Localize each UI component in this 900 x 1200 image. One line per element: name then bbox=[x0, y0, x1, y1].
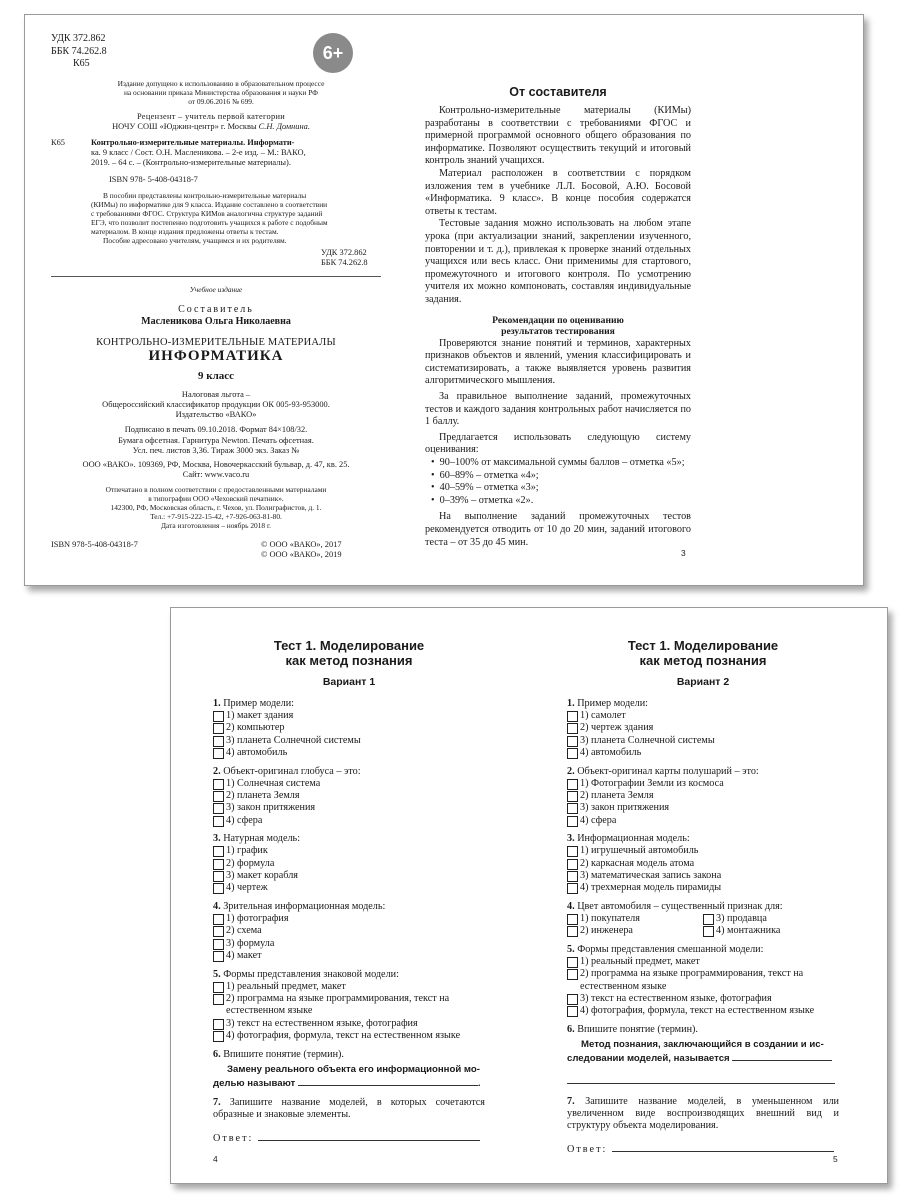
answer-option[interactable]: 3) формула bbox=[213, 938, 485, 950]
answer-option[interactable]: 3) текст на естественном языке, фотография bbox=[567, 993, 839, 1005]
checkbox[interactable] bbox=[567, 883, 578, 894]
list-item: • 40–59% – отметка «3»; bbox=[431, 482, 539, 494]
answer-option[interactable]: 2) каркасная модель атома bbox=[567, 858, 839, 870]
answer-option[interactable]: 4) сфера bbox=[213, 815, 485, 827]
grade-label: 9 класс bbox=[197, 369, 235, 382]
answer-option[interactable]: 1) Фотографии Земли из космоса bbox=[567, 778, 839, 790]
answer-option[interactable]: 2) схема bbox=[213, 925, 485, 937]
checkbox[interactable] bbox=[213, 711, 224, 722]
checkbox[interactable] bbox=[213, 748, 224, 759]
checkbox[interactable] bbox=[567, 803, 578, 814]
question-5: 5. Формы представления смешанной модели: 1) реальный предмет, макет 2) программа на языке программирования, текст на естественном языке 3) текст на естественном языке, фотография 4) фотография, формула, текст на естественном языке bbox=[567, 944, 839, 1018]
test-variant-2 bbox=[567, 638, 839, 1156]
answer-option[interactable]: 3) текст на естественном языке, фотография bbox=[213, 1018, 485, 1030]
answer-option[interactable]: 2) чертеж здания bbox=[567, 722, 839, 734]
code-top: К65 bbox=[73, 58, 90, 69]
answer-option[interactable]: 1) Солнечная система bbox=[213, 778, 485, 790]
answer-option[interactable]: 3) закон притяжения bbox=[567, 802, 839, 814]
answer-blank[interactable] bbox=[298, 1076, 478, 1086]
answer-line[interactable] bbox=[612, 1142, 834, 1152]
checkbox[interactable] bbox=[567, 791, 578, 802]
approval-note: Издание допущено к использованию в образовательном процессе на основании приказа Министерства образования и науки РФ от 09.06.2016 № 699. bbox=[117, 78, 325, 106]
book-spread-pages-2-3 bbox=[24, 14, 864, 586]
question-2: 2. Объект-оригинал глобуса – это: 1) Солнечная система 2) планета Земля 3) закон притяжения 4) сфера bbox=[213, 766, 485, 828]
test-title: Тест 1. Моделирование как метод познания bbox=[273, 638, 425, 668]
checkbox[interactable] bbox=[213, 883, 224, 894]
answer-option[interactable]: 3) планета Солнечной системы bbox=[567, 735, 839, 747]
question-2: 2. Объект-оригинал карты полушарий – это: 1) Фотографии Земли из космоса 2) планета Земля 3) закон притяжения 4) сфера bbox=[567, 766, 839, 828]
k65-code: К65 bbox=[51, 137, 65, 147]
checkbox[interactable] bbox=[567, 957, 578, 968]
page-number-3: 3 bbox=[681, 548, 686, 558]
question-1: 1. Пример модели: 1) самолет 2) чертеж здания 3) планета Солнечной системы 4) автомобиль bbox=[567, 698, 839, 760]
answer-label: Ответ: bbox=[567, 1143, 608, 1155]
checkbox[interactable] bbox=[567, 711, 578, 722]
reviewer: Рецензент – учитель первой категории НОЧУ СОШ «Юджин-центр» г. Москвы С.Н. Домнина. bbox=[112, 111, 310, 131]
test-variant-1 bbox=[213, 638, 485, 1145]
question-6: 6. Впишите понятие (термин). Метод познания, заключающийся в создании и ис- следовании моделей, называется bbox=[567, 1024, 839, 1089]
edition-type: Учебное издание bbox=[189, 284, 243, 294]
answer-blank[interactable] bbox=[732, 1051, 832, 1061]
isbn-bottom: ISBN 978-5-408-04318-7 bbox=[51, 540, 138, 550]
list-item: • 90–100% от максимальной суммы баллов – отметка «5»; bbox=[431, 457, 685, 469]
answer-option[interactable]: 4) макет bbox=[213, 950, 485, 962]
answer-option[interactable]: 3) закон притяжения bbox=[213, 802, 485, 814]
checkbox[interactable] bbox=[703, 914, 714, 925]
question-4: 4. Цвет автомобиля – существенный признак для: 1) покупателя 3) продавца 2) инженера 4) монтажника bbox=[567, 901, 839, 938]
answer-option[interactable]: 2) компьютер bbox=[213, 722, 485, 734]
list-item: • 0–39% – отметка «2». bbox=[431, 494, 534, 506]
checkbox[interactable] bbox=[567, 846, 578, 857]
grading-paragraph-2: За правильное выполнение заданий, промежуточных тестов и каждого задания контрольных работ начисляется по 1 баллу. bbox=[425, 391, 691, 428]
preface-title: От составителя bbox=[509, 85, 607, 99]
checkbox[interactable] bbox=[213, 816, 224, 827]
preface-paragraph-2: Материал расположен в соответствии с порядком изложения тем в учебнике Л.Л. Босовой, А.Ю. Босовой «Информатика. 9 класс». В конце пособия содержатся ответы к тестам. bbox=[425, 167, 691, 217]
variant-label: Вариант 2 bbox=[676, 676, 730, 688]
answer-option[interactable]: 2) программа на языке программирования, текст на естественном языке bbox=[567, 968, 839, 993]
answer-option[interactable]: 1) реальный предмет, макет bbox=[567, 956, 839, 968]
annotation: В пособии представлены контрольно-измерительные материалы (КИМы) по информатике для 9 класса. Издание составлено в соответствии с требованиями ФГОС. Структура КИМов аналогична структуре заданий ЕГЭ, что позволит постепенно подготовить учащихся к работе с подобным материалом. В конце издания предложены ответы к тестам. Пособие адресовано учителям, учащимся и их родителям. bbox=[91, 190, 328, 245]
answer-option[interactable]: 4) монтажника bbox=[703, 925, 839, 937]
bbk-top: ББК 74.262.8 bbox=[51, 45, 107, 57]
answer-option[interactable]: 2) формула bbox=[213, 858, 485, 870]
imprint-info: Налоговая льгота – Общероссийский классификатор продукции ОК 005-93-953000. Издательство «ВАКО» bbox=[102, 389, 330, 420]
answer-option[interactable]: 1) фотография bbox=[213, 913, 485, 925]
answer-option[interactable]: 2) планета Земля bbox=[213, 790, 485, 802]
answer-option[interactable]: 1) реальный предмет, макет bbox=[213, 981, 485, 993]
isbn-record: ISBN 978- 5-408-04318-7 bbox=[109, 174, 198, 184]
publisher-address: ООО «ВАКО». 109369, РФ, Москва, Новочеркасский бульвар, д. 47, кв. 25. Сайт: www.vaco.ru bbox=[82, 459, 350, 480]
grading-paragraph-1: Проверяются знание понятий и терминов, характерных признаков объектов и явлений, умения классифицировать и систематизировать, а также выявляется уровень развития алгоритмического мышления. bbox=[425, 337, 691, 387]
printing-house: Отпечатано в полном соответствии с предоставленными материалами в типографии ООО «Чеховский печатник». 142300, РФ, Московская область, г. Чехов, ул. Полиграфистов, д. 1. Тел.: +7-915-222-15-42, +7-926-063-81-80. Дата изготовления – ноябрь 2018 г. bbox=[105, 485, 327, 531]
imprint-page bbox=[51, 33, 381, 562]
answer-option[interactable]: 3) макет корабля bbox=[213, 870, 485, 882]
checkbox[interactable] bbox=[213, 994, 224, 1005]
checkbox[interactable] bbox=[567, 748, 578, 759]
checkbox[interactable] bbox=[213, 779, 224, 790]
checkbox[interactable] bbox=[567, 969, 578, 980]
checkbox[interactable] bbox=[213, 951, 224, 962]
answer-option[interactable]: 3) планета Солнечной системы bbox=[213, 735, 485, 747]
copyright-1: © ООО «ВАКО», 2017 bbox=[261, 540, 342, 550]
question-6: 6. Впишите понятие (термин). Замену реального объекта его информационной мо- делью называют . bbox=[213, 1048, 481, 1089]
compiler-label: Составитель bbox=[178, 303, 254, 315]
answer-option[interactable]: 2) планета Земля bbox=[567, 790, 839, 802]
preface-page bbox=[425, 85, 691, 549]
checkbox[interactable] bbox=[213, 926, 224, 937]
checkbox[interactable] bbox=[213, 1019, 224, 1030]
checkbox[interactable] bbox=[213, 939, 224, 950]
checkbox[interactable] bbox=[213, 846, 224, 857]
page-number-5: 5 bbox=[833, 1154, 838, 1164]
checkbox[interactable] bbox=[567, 926, 578, 937]
answer-option[interactable]: 4) трехмерная модель пирамиды bbox=[567, 882, 839, 894]
answer-option[interactable]: 1) игрушечный автомобиль bbox=[567, 845, 839, 857]
checkbox[interactable] bbox=[567, 871, 578, 882]
udk-top: УДК 372.862 bbox=[51, 33, 106, 44]
answer-option[interactable]: 3) продавца bbox=[703, 913, 839, 925]
grading-paragraph-3: Предлагается использовать следующую систему оценивания: bbox=[425, 431, 691, 456]
checkbox[interactable] bbox=[213, 1031, 224, 1042]
answer-option[interactable]: 1) самолет bbox=[567, 710, 839, 722]
checkbox[interactable] bbox=[213, 982, 224, 993]
answer-option[interactable]: 4) фотография, формула, текст на естественном языке bbox=[213, 1030, 485, 1042]
answer-option[interactable]: 4) фотография, формула, текст на естественном языке bbox=[567, 1005, 839, 1017]
answer-option[interactable]: 4) автомобиль bbox=[567, 747, 839, 759]
question-1: 1. Пример модели: 1) макет здания 2) компьютер 3) планета Солнечной системы 4) автомобиль bbox=[213, 698, 485, 760]
checkbox[interactable] bbox=[567, 816, 578, 827]
age-rating-badge: 6+ bbox=[313, 33, 353, 73]
answer-option[interactable]: 2) инженера bbox=[567, 925, 703, 937]
checkbox[interactable] bbox=[567, 1006, 578, 1017]
separator bbox=[51, 276, 381, 277]
udk-bottom-block: УДК 372.862 ББК 74.262.8 bbox=[321, 247, 368, 267]
answer-blank-continuation[interactable] bbox=[567, 1074, 835, 1084]
answer-option[interactable]: 1) макет здания bbox=[213, 710, 485, 722]
question-3: 3. Натурная модель: 1) график 2) формула 3) макет корабля 4) чертеж bbox=[213, 833, 485, 895]
preface-paragraph-3: Тестовые задания можно использовать на любом этапе урока (при актуализации знаний, закреплении изученного, повторении и т. д.), привлекая к проверке знаний отдельных учащихся или весь класс. Они применимы для стартового, промежуточного и итогового контроля. По усмотрению учителя их можно компоновать, составляя индивидуальные задания. bbox=[425, 218, 691, 305]
answer-option[interactable]: 4) чертеж bbox=[213, 882, 485, 894]
checkbox[interactable] bbox=[213, 914, 224, 925]
preface-paragraph-1: Контрольно-измерительные материалы (КИМы) разработаны в соответствии с требованиями ФГОС и примерной программой основного общего образования по информатике. Позволяют осуществить текущий и итоговый контроль знаний учащихся. bbox=[425, 105, 691, 167]
question-7: 7. Запишите название моделей, в уменьшенном или увеличенном виде воспроизводящих внешний вид и структуру объекта моделирования. Ответ: bbox=[567, 1095, 839, 1155]
list-item: • 60–89% – отметка «4»; bbox=[431, 469, 539, 481]
subject-title: ИНФОРМАТИКА bbox=[148, 347, 284, 364]
checkbox[interactable] bbox=[567, 994, 578, 1005]
checkbox[interactable] bbox=[567, 859, 578, 870]
isbn-copyright bbox=[51, 540, 381, 562]
print-info: Подписано в печать 09.10.2018. Формат 84×108/32. Бумага офсетная. Гарнитура Newton. Печать офсетная. Усл. печ. листов 3,36. Тираж 3000 экз. Заказ № bbox=[118, 425, 314, 455]
copyright-2: © ООО «ВАКО», 2019 bbox=[261, 550, 342, 560]
grading-scale-list bbox=[425, 457, 691, 507]
question-5: 5. Формы представления знаковой модели: 1) реальный предмет, макет 2) программа на языке программирования, текст на естественном языке 3) текст на естественном языке, фотография 4) фотография, формула, текст на естественном языке bbox=[213, 969, 485, 1043]
question-4: 4. Зрительная информационная модель: 1) фотография 2) схема 3) формула 4) макет bbox=[213, 901, 485, 963]
page-number-4: 4 bbox=[213, 1154, 218, 1164]
answer-option[interactable]: 1) покупателя bbox=[567, 913, 703, 925]
answer-label: Ответ: bbox=[213, 1132, 254, 1144]
grading-subhead: Рекомендации по оцениванию результатов тестирования bbox=[492, 314, 624, 338]
checkbox[interactable] bbox=[213, 859, 224, 870]
answer-option[interactable]: 1) график bbox=[213, 845, 485, 857]
answer-option[interactable]: 3) математическая запись закона bbox=[567, 870, 839, 882]
bibliographic-record: К65 Контрольно-измерительные материалы. Информати- ка. 9 класс / Сост. О.Н. Масленикова. – 2-е изд. – М.: ВАКО, 2019. – 64 с. – (Контрольно-измерительные материалы). ISBN 978- 5-408-04318-7 bbox=[51, 138, 381, 185]
question-7: 7. Запишите название моделей, в которых сочетаются образные и знаковые элементы. Ответ: bbox=[213, 1096, 485, 1144]
compiler-name: Масленикова Ольга Николаевна bbox=[141, 316, 291, 328]
checkbox[interactable] bbox=[213, 791, 224, 802]
checkbox[interactable] bbox=[213, 803, 224, 814]
checkbox[interactable] bbox=[567, 779, 578, 790]
answer-line[interactable] bbox=[258, 1131, 480, 1141]
checkbox[interactable] bbox=[213, 871, 224, 882]
checkbox[interactable] bbox=[567, 736, 578, 747]
checkbox[interactable] bbox=[567, 723, 578, 734]
checkbox[interactable] bbox=[213, 736, 224, 747]
test-title: Тест 1. Моделирование как метод познания bbox=[627, 638, 779, 668]
variant-label: Вариант 1 bbox=[322, 676, 376, 688]
series-title: КОНТРОЛЬНО-ИЗМЕРИТЕЛЬНЫЕ МАТЕРИАЛЫ bbox=[96, 336, 336, 348]
answer-option[interactable]: 4) сфера bbox=[567, 815, 839, 827]
answer-option[interactable]: 2) программа на языке программирования, текст на естественном языке bbox=[213, 993, 485, 1018]
checkbox[interactable] bbox=[567, 914, 578, 925]
checkbox[interactable] bbox=[213, 723, 224, 734]
question-3: 3. Информационная модель: 1) игрушечный автомобиль 2) каркасная модель атома 3) математическая запись закона 4) трехмерная модель пирамиды bbox=[567, 833, 839, 895]
checkbox[interactable] bbox=[703, 926, 714, 937]
closing-paragraph: На выполнение заданий промежуточных тестов рекомендуется отводить от 10 до 20 мин, заданий итогового теста – от 35 до 45 мин. bbox=[425, 511, 691, 548]
book-spread-pages-4-5 bbox=[170, 607, 888, 1184]
answer-option[interactable]: 4) автомобиль bbox=[213, 747, 485, 759]
